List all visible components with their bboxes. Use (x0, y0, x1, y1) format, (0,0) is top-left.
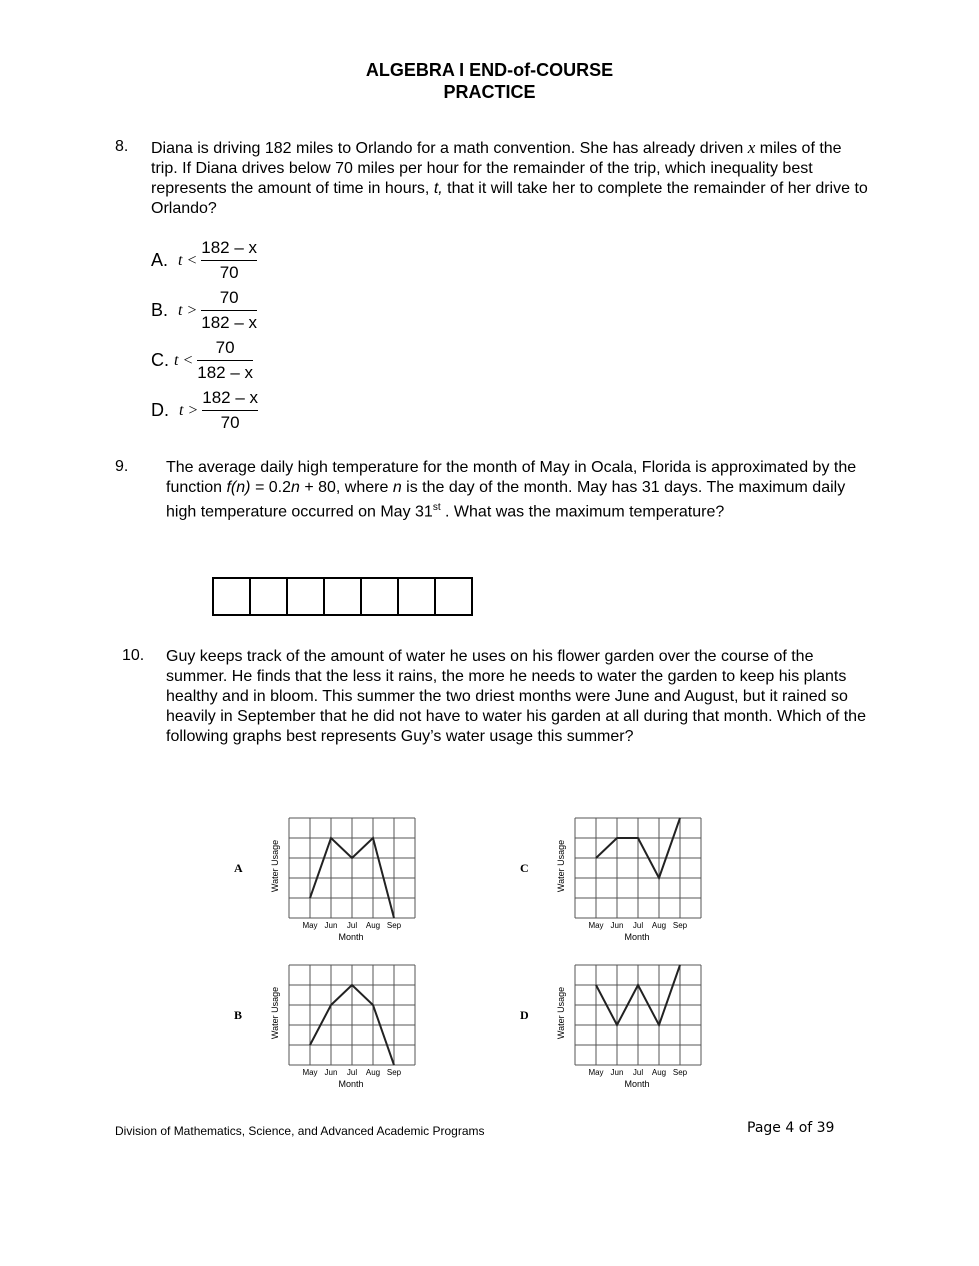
option-lhs: t > (179, 401, 199, 419)
option-b[interactable] (151, 288, 257, 333)
x-tick-label: Sep (672, 1068, 688, 1077)
x-tick-label: Aug (651, 1068, 667, 1077)
option-fraction (197, 338, 253, 383)
q9-text-b: 0.2 (264, 479, 291, 496)
x-axis-title: Month (624, 932, 650, 942)
graph-plot (574, 964, 702, 1066)
fraction-bar (197, 360, 253, 361)
x-tick-label: Sep (672, 921, 688, 930)
option-fraction (202, 388, 258, 433)
x-tick-label: May (588, 921, 604, 930)
option-lhs: t > (178, 301, 198, 319)
q9-superscript: st (432, 502, 441, 513)
fraction-numerator: 182 – x (202, 388, 259, 407)
graph-letter: D (520, 1008, 529, 1022)
x-tick-label: Jun (610, 921, 624, 930)
page-title-line1: ALGEBRA I END-of-COURSE (365, 60, 614, 80)
fraction-numerator: 70 (215, 338, 235, 357)
q8-text-pre: Diana is driving 182 miles to Orlando for a math convention. She has already driven (151, 140, 748, 157)
x-axis-title: Month (624, 1079, 650, 1089)
fraction-denominator: 182 – x (197, 363, 254, 382)
answer-cell[interactable] (288, 579, 325, 614)
fraction-bar (201, 260, 257, 261)
option-c[interactable] (151, 338, 253, 383)
graph-d[interactable] (504, 964, 724, 1099)
graph-letter: B (234, 1008, 243, 1022)
question-8-text (151, 138, 871, 219)
fraction-denominator: 70 (220, 413, 240, 432)
x-axis-title: Month (338, 1079, 364, 1089)
answer-cell[interactable] (214, 579, 251, 614)
x-axis-title: Month (338, 932, 364, 942)
option-d[interactable] (151, 388, 258, 433)
x-tick-label: Jun (610, 1068, 624, 1077)
question-9-number: 9. (115, 458, 129, 475)
q8-var-x: x (747, 138, 756, 157)
fraction-denominator: 182 – x (201, 313, 258, 332)
x-tick-label: Jul (346, 1068, 358, 1077)
x-tick-label: Sep (386, 921, 402, 930)
option-letter: D. (151, 400, 169, 420)
y-axis-label: Water Usage (556, 839, 566, 893)
graph-plot (288, 964, 416, 1066)
q8-text-post: that it will take her to complete the remainder of her drive to Orlando? (151, 180, 868, 217)
graph-b[interactable] (218, 964, 438, 1099)
option-letter: B. (151, 300, 169, 320)
answer-grid[interactable] (212, 577, 473, 616)
x-tick-label: Jul (632, 921, 644, 930)
graph-a[interactable] (218, 817, 438, 952)
option-letter: C. (151, 350, 169, 370)
x-tick-label: Jul (632, 1068, 644, 1077)
q9-text-e: . What was the maximum temperature? (440, 503, 725, 521)
footer-page-number: Page 4 of 39 (747, 1120, 835, 1136)
fraction-bar (201, 310, 257, 311)
y-axis-label: Water Usage (270, 986, 280, 1040)
graph-plot (574, 817, 702, 919)
q9-var-n2: n (392, 479, 402, 496)
x-tick-label: Jul (346, 921, 358, 930)
option-letter: A. (151, 250, 169, 270)
option-lhs: t < (178, 251, 198, 269)
answer-cell[interactable] (362, 579, 399, 614)
x-tick-label: May (588, 1068, 604, 1077)
q9-text-a: The average daily high temperature for the month of May in Ocala, Florida is approximated by the function (166, 459, 857, 496)
x-tick-label: Jun (324, 1068, 338, 1077)
answer-cell[interactable] (399, 579, 436, 614)
option-lhs: t < (174, 351, 194, 369)
q9-var-n: n (290, 479, 300, 496)
x-tick-label: Aug (651, 921, 667, 930)
graph-plot (288, 817, 416, 919)
page-title-line2: PRACTICE (443, 82, 536, 102)
y-axis-label: Water Usage (270, 839, 280, 893)
x-tick-label: Aug (365, 1068, 381, 1077)
q8-var-t: t, (433, 180, 443, 197)
x-tick-label: Sep (386, 1068, 402, 1077)
answer-cell[interactable] (325, 579, 362, 614)
q9-text-c: + 80, where (299, 479, 393, 496)
q8-text-mid: miles of the trip. If Diana drives below 70 miles per hour for the remainder of the trip, which inequality best represents the amount of time in hours, (151, 140, 842, 197)
fraction-denominator: 70 (219, 263, 239, 282)
option-a[interactable] (151, 238, 257, 283)
option-fraction (201, 288, 257, 333)
footer-division: Division of Mathematics, Science, and Advanced Academic Programs (115, 1124, 485, 1138)
question-9-text (166, 458, 866, 522)
answer-cell[interactable] (436, 579, 471, 614)
graph-c[interactable] (504, 817, 724, 952)
y-axis-label: Water Usage (556, 986, 566, 1040)
graph-letter: C (520, 861, 529, 875)
x-tick-label: Aug (365, 921, 381, 930)
fraction-numerator: 70 (219, 288, 239, 307)
option-fraction (201, 238, 257, 283)
x-tick-label: May (302, 1068, 318, 1077)
graph-letter: A (234, 861, 243, 875)
question-10-text: Guy keeps track of the amount of water he uses on his flower garden over the course of the summer. He finds that the less it rains, the more he needs to water the garden to keep his plants healthy and in bloom. This summer the two driest months were June and August, but it rained so heavily in September that he did not have to water his garden at all during that month. Which of the following graphs best represents Guy’s water usage this summer? (166, 648, 866, 745)
x-tick-label: Jun (324, 921, 338, 930)
q9-text-d: is the day of the month. May has 31 days. The maximum daily high temperature occurred on May 31 (166, 479, 846, 521)
fraction-numerator: 182 – x (201, 238, 258, 257)
question-10-number: 10. (122, 647, 145, 664)
x-tick-label: May (302, 921, 318, 930)
q9-function: f(n) = (226, 479, 265, 496)
fraction-bar (202, 410, 258, 411)
answer-cell[interactable] (251, 579, 288, 614)
question-8-number: 8. (115, 138, 129, 155)
